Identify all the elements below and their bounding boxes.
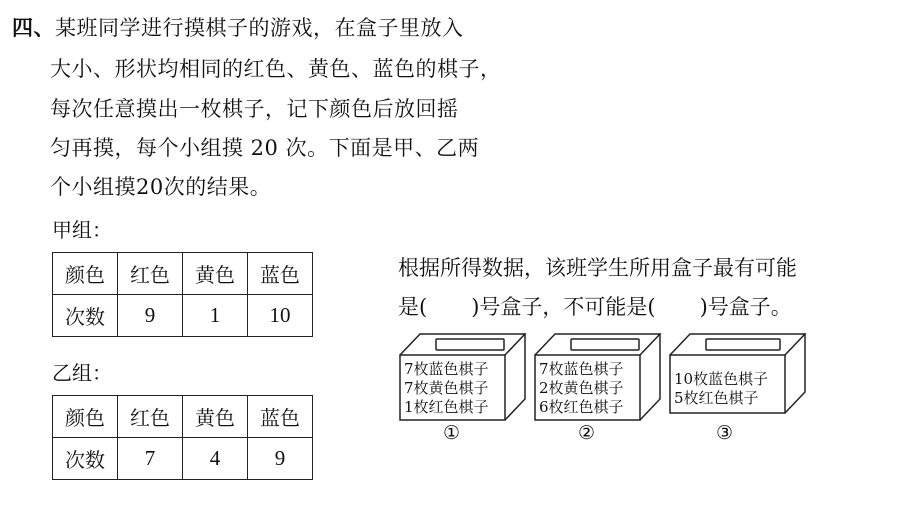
- count-cell: 7: [118, 438, 183, 480]
- prompt-fragment: )号盒子。: [699, 295, 792, 319]
- group-b-label: 乙组：: [52, 361, 112, 385]
- question-number: 四、: [12, 16, 55, 40]
- box-2-number: ②: [578, 422, 596, 444]
- count-cell: 9: [248, 438, 313, 480]
- count-cell: 1: [183, 295, 248, 337]
- table-row: [53, 253, 313, 295]
- table-row: [53, 438, 313, 480]
- row-label-cell: 次数: [53, 295, 118, 337]
- question-line-3: 每次任意摸出一枚棋子，记下颜色后放回摇: [50, 97, 459, 121]
- question-line-4: 匀再摸，每个小组摸 20 次。下面是甲、乙两: [50, 136, 480, 160]
- header-cell: 蓝色: [248, 253, 313, 295]
- header-cell: 蓝色: [248, 396, 313, 438]
- prompt-fragment: )号盒子，不可能是(: [471, 295, 656, 319]
- box-1-item: 1枚红色棋子: [404, 398, 489, 416]
- header-cell: 黄色: [183, 396, 248, 438]
- question-line-1: [12, 12, 464, 44]
- box-3-item: 5枚红色棋子: [674, 389, 759, 407]
- header-cell: 颜色: [53, 253, 118, 295]
- table-row: [53, 396, 313, 438]
- box-1-item: 7枚蓝色棋子: [404, 360, 489, 378]
- box-1-item: 7枚黄色棋子: [404, 379, 489, 397]
- box-2-item: 2枚黄色棋子: [539, 379, 624, 397]
- header-cell: 红色: [118, 396, 183, 438]
- table-row: [53, 295, 313, 337]
- header-cell: 颜色: [53, 396, 118, 438]
- prompt-fragment: 是(: [398, 295, 428, 319]
- group-b-table: [52, 395, 313, 480]
- box-3-number: ③: [716, 422, 734, 444]
- question-line-2: 大小、形状均相同的红色、黄色、蓝色的棋子，: [50, 57, 502, 81]
- header-cell: 黄色: [183, 253, 248, 295]
- box-3-item: 10枚蓝色棋子: [674, 370, 769, 388]
- box-2-item: 7枚蓝色棋子: [539, 360, 624, 378]
- box-1-number: ①: [443, 422, 461, 444]
- group-a-table: [52, 252, 313, 337]
- box-2-item: 6枚红色棋子: [539, 398, 624, 416]
- group-a-label: 甲组：: [52, 218, 112, 242]
- count-cell: 9: [118, 295, 183, 337]
- question-text: 某班同学进行摸棋子的游戏，在盒子里放入: [55, 16, 464, 40]
- question-line-5: 个小组摸20次的结果。: [50, 175, 272, 199]
- count-cell: 4: [183, 438, 248, 480]
- count-cell: 10: [248, 295, 313, 337]
- header-cell: 红色: [118, 253, 183, 295]
- row-label-cell: 次数: [53, 438, 118, 480]
- prompt-line-1: 根据所得数据，该班学生所用盒子最有可能: [398, 256, 797, 280]
